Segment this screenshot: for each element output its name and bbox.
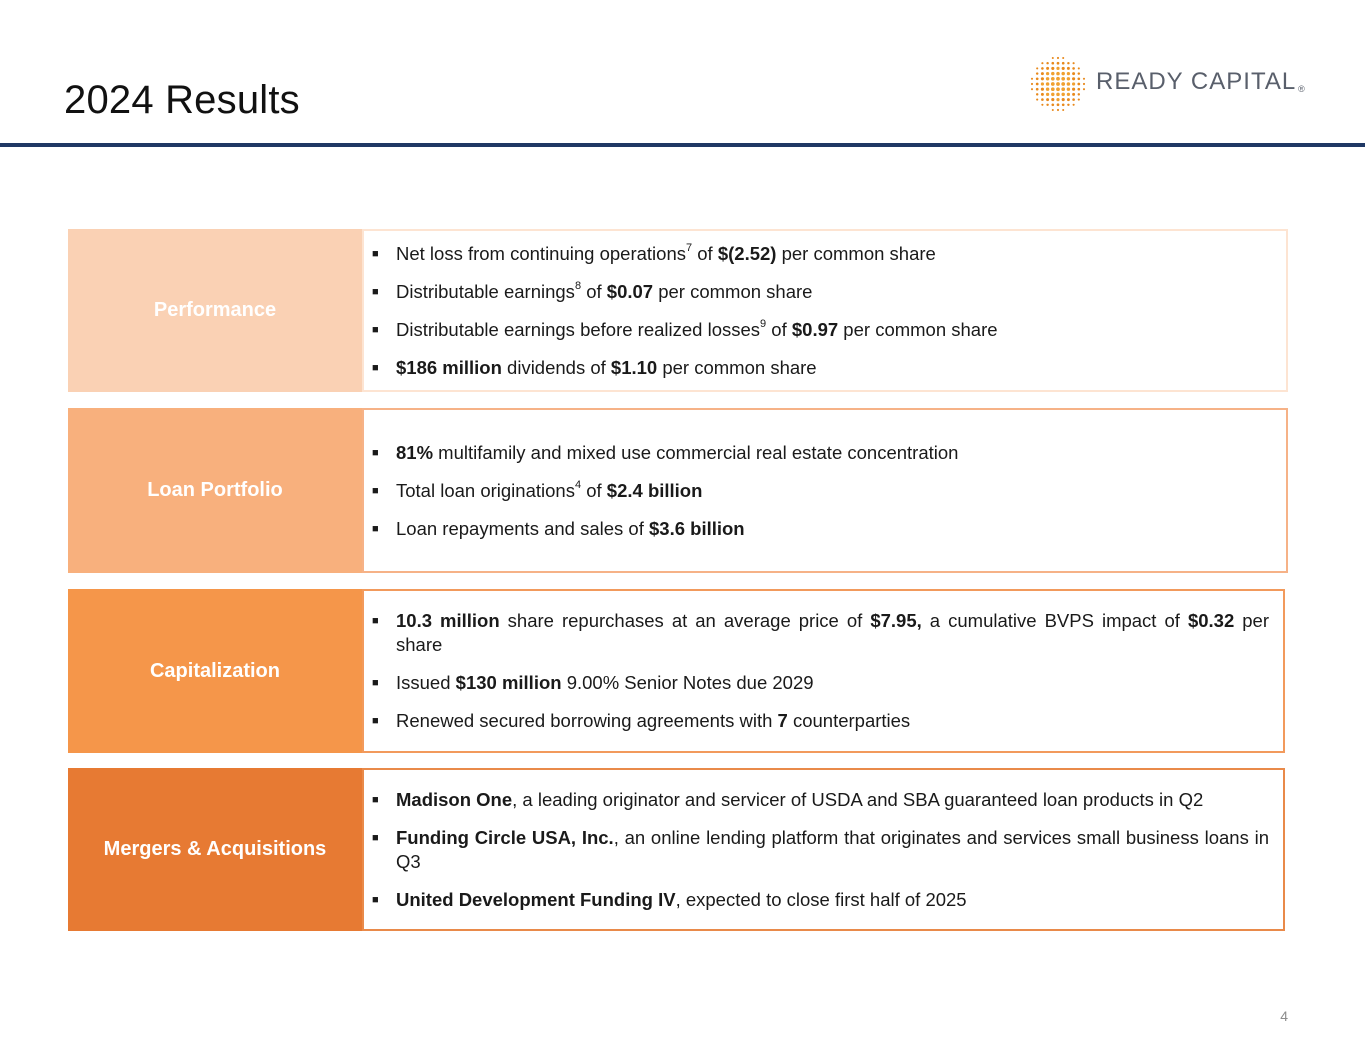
bullet-text [396,280,1272,304]
logo-dot [1067,77,1070,80]
logo-dot [1041,82,1044,85]
bold-run: Funding Circle USA, Inc. [396,826,614,848]
bullet-item [372,441,1272,465]
logo-dot [1056,67,1059,70]
logo-dot [1052,109,1054,111]
logo-dot [1056,93,1060,97]
text-run: of [766,318,792,340]
bullet-icon: ■ [372,484,379,497]
logo-dot [1057,57,1059,59]
logo-dot [1051,77,1055,81]
bullet-item [372,888,1269,912]
bullet-icon: ■ [372,323,379,336]
bold-run: 7 [777,710,788,731]
logo-dot [1056,87,1060,91]
logo-dot [1052,57,1054,59]
logo-dot [1067,72,1070,75]
logo-dot [1051,103,1054,106]
logo-dot [1067,104,1069,106]
logo-dot [1051,98,1054,101]
logo-dot [1073,104,1075,106]
logo-dot [1061,82,1065,86]
page-number: 4 [1280,1008,1288,1024]
logo-dot [1078,72,1080,74]
logo-dot [1041,98,1044,101]
logo-dot [1083,78,1085,80]
section-performance [68,229,1288,392]
page-title: 2024 Results [64,78,300,122]
logo-dot [1083,88,1085,90]
text-run: share repurchases at an average price of [499,610,871,631]
bullet-text [396,671,1269,695]
bold-run: $(2.52) [717,242,777,264]
text-run: a cumulative BVPS impact of [921,610,1188,631]
section-loan-portfolio [68,408,1288,573]
bullet-icon: ■ [372,361,379,374]
logo-dot [1061,77,1065,81]
logo-dot [1072,67,1075,70]
bullet-text [396,788,1269,812]
logo-dot [1036,88,1039,91]
logo-dot [1036,99,1038,101]
logo-dot [1061,87,1065,91]
logo-dot [1051,93,1054,96]
text-run: multifamily and mixed use commercial real estate concentration [433,441,959,463]
logo-dot [1062,98,1065,101]
logo-dot [1067,93,1070,96]
logo-dot [1036,77,1039,80]
text-run: Loan repayments and sales of [396,517,649,539]
logo-dot [1041,62,1043,64]
section-capitalization [68,589,1285,753]
bold-run: 81% [396,441,434,463]
bold-run: Madison One [396,788,513,810]
bold-run: $186 million [396,356,502,378]
logo-dot [1067,82,1071,86]
text-run: Net loss from continuing operations [396,242,686,264]
logo-dot [1078,93,1080,95]
text-run: Renewed secured borrowing agreements with [396,710,778,731]
logo-dot [1036,67,1038,69]
logo-dot [1041,77,1044,80]
section-bullets [362,408,1288,573]
footnote-ref: 9 [760,317,767,330]
bullet-item [372,826,1269,874]
logo-dot [1072,72,1075,75]
bullet-icon: ■ [372,793,379,806]
bullet-text [396,479,1272,503]
section-label: Capitalization [68,589,362,753]
logo-dot [1062,57,1064,59]
logo-dot [1046,77,1049,80]
logo-dot [1062,109,1064,111]
text-run: dividends of [501,356,611,378]
text-run: , a leading originator and servicer of USDA and SBA guaranteed loan products in Q2 [512,788,1204,810]
bullet-icon: ■ [372,831,379,844]
logo-dot [1067,67,1070,70]
logo-dot [1056,82,1060,86]
bullet-text [396,441,1272,465]
logo-dot [1046,67,1049,70]
logo-dot [1061,93,1064,96]
logo-dot [1041,67,1044,70]
logo-dot [1072,93,1075,96]
logo-dot [1046,82,1050,86]
bullet-item [372,318,1272,342]
bullet-icon: ■ [372,715,379,727]
footnote-ref: 8 [574,279,582,292]
bullet-item [372,242,1272,266]
logo-dot [1062,62,1065,65]
bullet-icon: ■ [372,893,379,906]
text-run: per common share [838,318,998,340]
text-run: of [581,479,607,501]
text-run: per common share [653,280,813,302]
logo-dot [1056,72,1060,76]
bold-run: $3.6 billion [649,517,745,539]
bullet-item [372,609,1269,657]
text-run: Distributable earnings [396,280,575,302]
bold-run: 10.3 million [396,610,500,631]
section-mergers-acquisitions [68,768,1285,931]
bold-run: United Development Funding IV [396,888,676,910]
logo-dot [1072,88,1075,91]
logo-dot [1046,72,1049,75]
logo-dot [1078,67,1080,69]
text-run: per common share [657,356,817,378]
section-label: Performance [68,229,362,392]
text-run: counterparties [787,710,911,731]
bold-run: $0.07 [606,280,654,302]
logo-dot [1077,88,1080,91]
logo-dot [1067,98,1070,101]
logo-dot [1036,93,1038,95]
footnote-ref: 4 [574,478,582,491]
title-divider [0,143,1365,147]
section-label: Mergers & Acquisitions [68,768,362,931]
logo-dot [1067,87,1070,90]
logo-dot [1046,87,1049,90]
logo-dot [1051,62,1054,65]
text-run: Total loan originations [396,479,575,501]
logo-dot [1031,88,1033,90]
text-run: of [692,242,718,264]
bold-run: $1.10 [610,356,658,378]
bullet-text [396,517,1272,541]
logo-dot [1062,103,1065,106]
bullet-icon: ■ [372,247,379,260]
logo-dot [1056,77,1060,81]
bullet-text [396,709,1269,733]
bullet-item [372,356,1272,380]
logo-dot [1051,87,1055,91]
logo-dot [1051,72,1054,75]
logo-dot [1041,72,1044,75]
logo-dot [1051,67,1054,70]
bullet-text [396,826,1269,874]
bullet-text [396,888,1269,912]
logo-dot [1057,62,1060,65]
bullet-icon: ■ [372,285,379,298]
bullet-item [372,671,1269,695]
text-run: Issued [396,672,456,693]
logo-dot [1051,82,1055,86]
text-run: , an online lending platform that originates and services small business loans in Q3 [396,826,1269,872]
logo-dot [1036,72,1038,74]
logo-dot [1067,62,1069,64]
logo-dot [1072,77,1075,80]
logo-dots-icon [1028,54,1088,114]
section-bullets [362,589,1285,753]
section-bullets [362,229,1288,392]
logo-dot [1077,77,1080,80]
logo-dot [1078,99,1080,101]
logo-dot [1046,98,1049,101]
bullet-text [396,609,1269,657]
logo-dot [1083,83,1085,85]
logo-dot [1077,83,1080,86]
logo-dot [1062,67,1065,70]
logo-dot [1072,82,1075,85]
bullet-item [372,479,1272,503]
bullet-text [396,356,1272,380]
text-run: of [581,280,607,302]
logo-dot [1073,62,1075,64]
logo-dot [1046,104,1048,106]
bold-run: $0.97 [791,318,839,340]
logo-dot [1057,109,1059,111]
logo-dot [1041,93,1044,96]
bullet-text [396,318,1272,342]
bold-run: $7.95, [870,610,922,631]
logo-dot [1061,72,1064,75]
text-run: Distributable earnings before realized losses [396,318,761,340]
logo-dot [1036,83,1039,86]
bullet-item [372,709,1269,733]
ready-capital-logo [1028,54,1318,114]
bold-run: $2.4 billion [606,479,703,501]
logo-dot [1031,83,1033,85]
footnote-ref: 7 [685,241,693,254]
section-bullets [362,768,1285,931]
bold-run: $130 million [455,672,562,693]
text-run: per common share [776,242,936,264]
logo-text: READY CAPITAL [1096,68,1297,95]
logo-dot [1072,98,1075,101]
bold-run: $0.32 [1187,610,1235,631]
bullet-icon: ■ [372,677,379,689]
logo-dot [1041,88,1044,91]
registered-mark: ® [1298,84,1306,94]
text-run: , expected to close first half of 2025 [675,888,967,910]
bullet-item [372,280,1272,304]
logo-dot [1056,98,1059,101]
bullet-text [396,242,1272,266]
logo-dot [1046,93,1049,96]
logo-dot [1041,104,1043,106]
bullet-item [372,788,1269,812]
bullet-item [372,517,1272,541]
section-label: Loan Portfolio [68,408,362,573]
bullet-icon: ■ [372,615,379,627]
text-run: per share [396,610,1269,655]
logo-dot [1046,62,1048,64]
bullet-icon: ■ [372,522,379,535]
text-run: 9.00% Senior Notes due 2029 [561,672,814,693]
bullet-icon: ■ [372,446,379,459]
logo-dot [1057,103,1060,106]
logo-dot [1031,78,1033,80]
